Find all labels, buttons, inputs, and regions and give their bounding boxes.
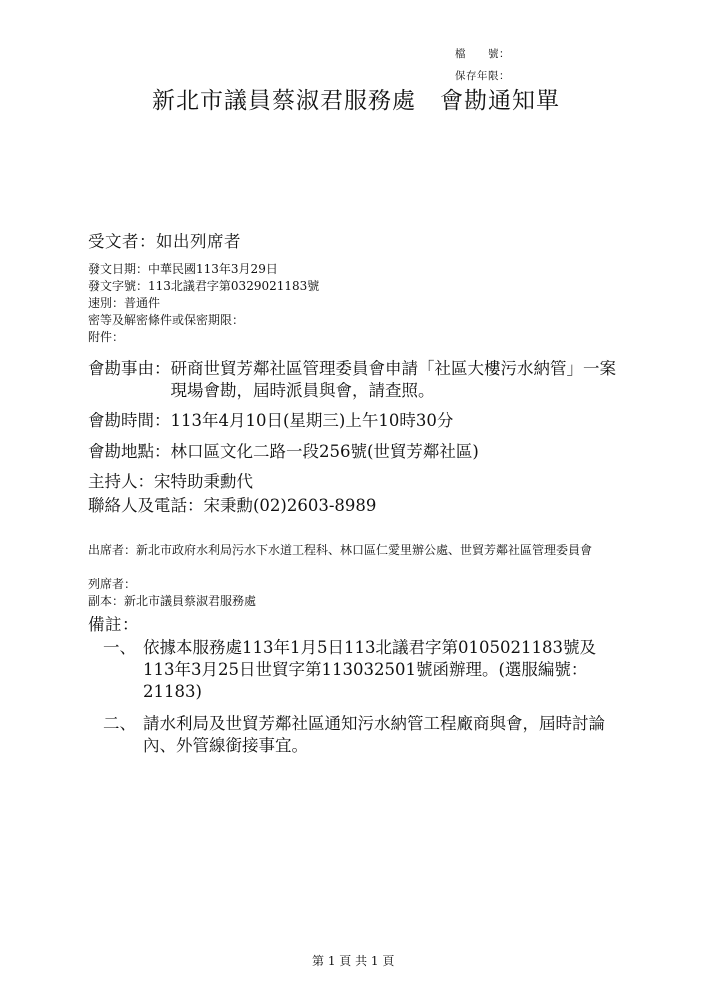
classification-value <box>244 312 633 329</box>
attachment-value <box>124 329 633 346</box>
issue-date-value: 中華民國113年3月29日 <box>148 262 278 276</box>
copy-row <box>88 593 633 610</box>
reason-label: 會勘事由： <box>88 359 171 378</box>
attachment-row <box>88 329 633 346</box>
attendees-label: 出席者： <box>88 543 137 557</box>
recipient-row <box>88 228 617 252</box>
recipient-value: 如出列席者 <box>156 232 241 251</box>
doc-ref-label: 發文字號： <box>88 279 149 293</box>
time-value: 113年4月10日(星期三)上午10時30分 <box>170 411 454 430</box>
attachment-label: 附件： <box>88 330 125 344</box>
notes-label: 備註： <box>88 615 139 634</box>
host-value: 宋特助秉勳代 <box>154 472 253 491</box>
host-row <box>88 471 617 493</box>
doc-number-label: 檔 號： <box>455 48 510 60</box>
place-row <box>88 441 617 463</box>
contact-value: 宋秉勳(02)2603-8989 <box>203 496 377 515</box>
classification-row <box>88 312 633 329</box>
reason-value: 研商世貿芳鄰社區管理委員會申請「社區大樓污水納管」一案現場會勘，屆時派員與會，請查照。 <box>170 359 616 400</box>
note-text: 依據本服務處113年1月5日113北議君字第0105021183號及113年3月25日世貿字第113032501號函辦理。(選服編號：21183) <box>143 638 596 701</box>
doc-ref-value: 113北議君字第0329021183號 <box>148 279 320 293</box>
contact-label: 聯絡人及電話： <box>88 496 204 515</box>
page-number: 第 1 頁 共 1 頁 <box>312 954 395 968</box>
retention-period-label: 保存年限： <box>455 70 510 82</box>
note-item <box>103 713 623 757</box>
copy-value: 新北市議員蔡淑君服務處 <box>124 594 257 608</box>
attendees-row <box>88 542 633 559</box>
note-number: 一、 <box>103 638 136 657</box>
contact-row <box>88 495 617 517</box>
place-value: 林口區文化二路一段256號(世貿芳鄰社區) <box>170 442 479 461</box>
time-row <box>88 410 617 432</box>
reason-row <box>88 358 617 402</box>
classification-label: 密等及解密條件或保密期限： <box>88 313 245 327</box>
observers-value <box>136 576 633 593</box>
note-number: 二、 <box>103 714 136 733</box>
issue-date-label: 發文日期： <box>88 262 149 276</box>
observers-label: 列席者： <box>88 577 137 591</box>
issue-date-row <box>88 261 633 278</box>
host-label: 主持人： <box>88 472 154 491</box>
doc-ref-row <box>88 278 633 295</box>
priority-row <box>88 295 633 312</box>
recipient-label: 受文者： <box>88 232 156 251</box>
note-text: 請水利局及世貿芳鄰社區通知污水納管工程廠商與會，屆時討論內、外管線銜接事宜。 <box>143 714 605 755</box>
observers-row <box>88 576 633 593</box>
page-title: 新北市議員蔡淑君服務處 會勘通知單 <box>152 88 560 114</box>
priority-value: 普通件 <box>124 296 161 310</box>
attendees-value: 新北市政府水利局污水下水道工程科、林口區仁愛里辦公處、世貿芳鄰社區管理委員會 <box>136 543 593 557</box>
place-label: 會勘地點： <box>88 442 171 461</box>
priority-label: 速別： <box>88 296 125 310</box>
time-label: 會勘時間： <box>88 411 171 430</box>
copy-label: 副本： <box>88 594 125 608</box>
note-item <box>103 637 623 703</box>
